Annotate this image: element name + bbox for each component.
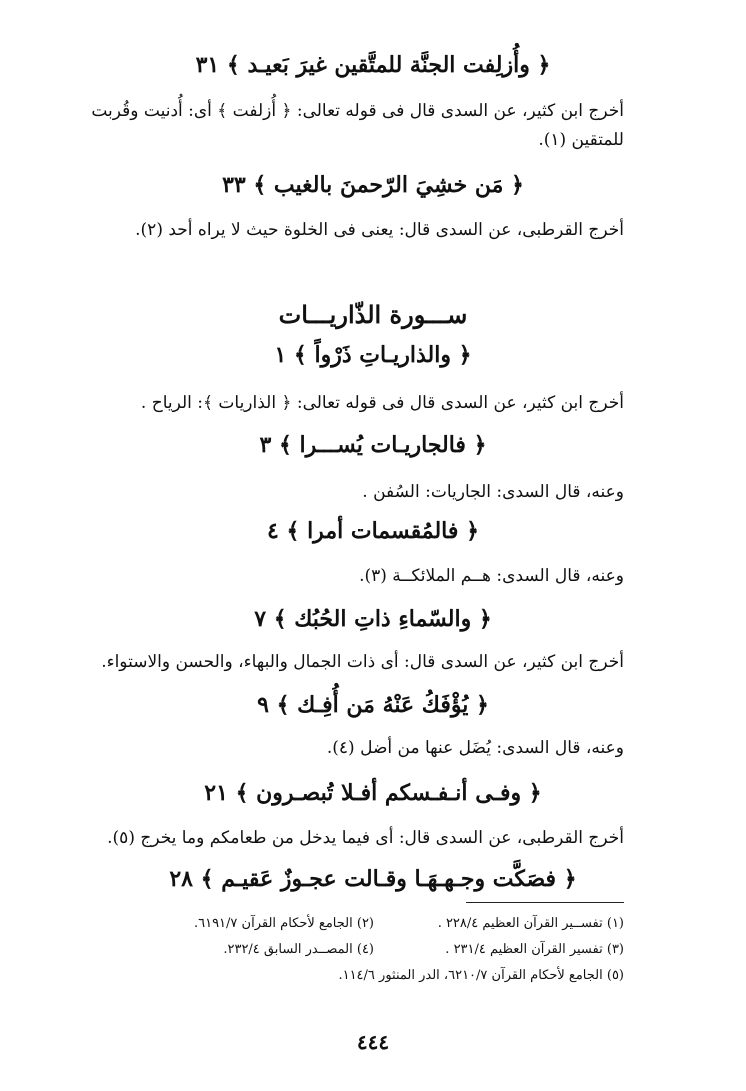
commentary-1: أخرج ابن كثير، عن السدى قال فى قوله تعالى: ﴿ الذاريات ﴾: الرياح . <box>140 393 624 413</box>
commentary-4: وعنه، قال السدى: هــم الملائكــة (٣). <box>359 566 624 586</box>
footnote-1: (١) تفســير القرآن العظيم ٢٢٨/٤ . <box>437 916 624 931</box>
footnote-5: (٥) الجامع لأحكام القرآن ٦٢١٠/٧، الدر المنثور ١١٤/٦. <box>338 968 624 983</box>
verse-1: ﴿ والذاريـاتِ ذَرْواً ﴾ ١ <box>274 342 472 368</box>
page-number: ٤٤٤ <box>356 1030 390 1054</box>
verse-31: ﴿ وأُزلِفت الجنَّة للمتَّقين غيرَ بَعيـد ﴾ ٣١ <box>195 52 551 78</box>
verse-21: ﴿ وفـى أنـفـسكم أفـلا تُبصـرون ﴾ ٢١ <box>204 780 542 806</box>
verse-7: ﴿ والسّماءِ ذاتِ الحُبُك ﴾ ٧ <box>254 606 492 632</box>
verse-28: ﴿ فصَكَّت وجـهـهَـا وقـالت عجـوزٌ عَقيـم ﴾ ٢٨ <box>169 866 577 892</box>
verse-33: ﴿ مَن خشِيَ الرّحمنَ بالغيب ﴾ ٣٣ <box>222 172 524 198</box>
verse-3: ﴿ فالجاريـات يُســـرا ﴾ ٣ <box>259 432 487 458</box>
footnote-3: (٣) تفسير القرآن العظيم ٢٣١/٤ . <box>445 942 624 957</box>
commentary-31-line1: أخرج ابن كثير، عن السدى قال فى قوله تعالى: ﴿ أُزلفت ﴾ أى: أُدنيت وقُربت <box>91 101 624 121</box>
surah-title: ســـورة الذّاريـــات <box>278 300 468 329</box>
commentary-7: أخرج ابن كثير، عن السدى قال: أى ذات الجمال والبهاء، والحسن والاستواء. <box>101 652 624 672</box>
commentary-33: أخرج القرطبى، عن السدى قال: يعنى فى الخلوة حيث لا يراه أحد (٢). <box>135 220 624 240</box>
verse-4: ﴿ فالمُقسمات أمرا ﴾ ٤ <box>267 518 479 544</box>
commentary-3: وعنه، قال السدى: الجاريات: السُفن . <box>362 482 624 502</box>
commentary-31-line2: للمتقين (١). <box>538 130 624 150</box>
commentary-9: وعنه، قال السدى: يُضَل عنها من أضل (٤). <box>326 738 624 758</box>
footnote-4: (٤) المصــدر السابق ٢٣٢/٤. <box>223 942 374 957</box>
commentary-21: أخرج القرطبى، عن السدى قال: أى فيما يدخل من طعامكم وما يخرج (٥). <box>107 828 624 848</box>
footnote-separator <box>466 902 624 903</box>
footnote-2: (٢) الجامع لأحكام القرآن ٦١٩١/٧. <box>193 916 374 931</box>
verse-9: ﴿ يُؤْفَكُ عَنْهُ مَن أُفِـك ﴾ ٩ <box>257 692 489 718</box>
